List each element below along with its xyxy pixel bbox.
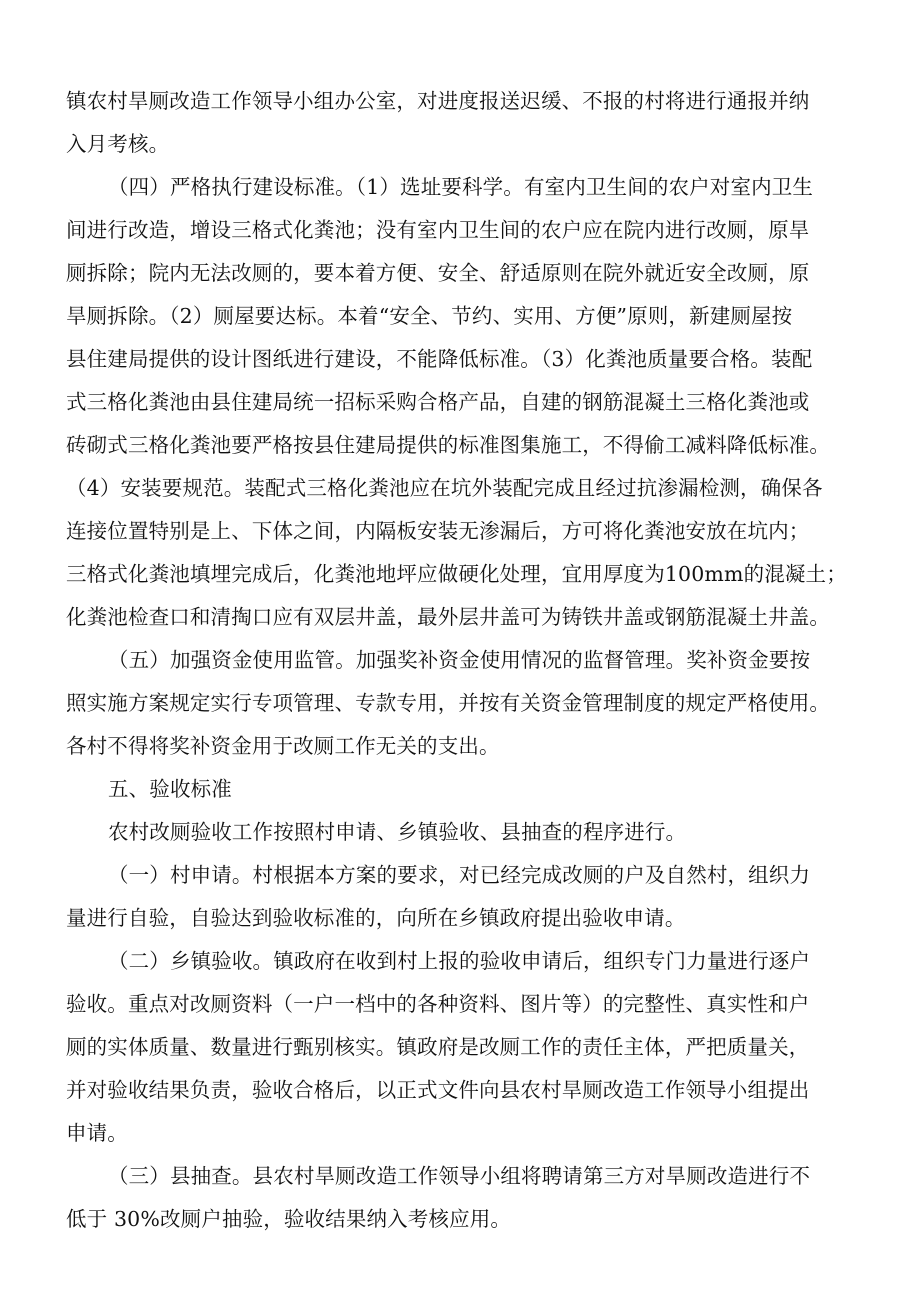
text-line: （二）乡镇验收。镇政府在收到村上报的验收申请后，组织专门力量进行逐户	[108, 949, 811, 973]
text-line: 三格式化粪池填埋完成后，化粪池地坪应做硬化处理，宜用厚度为100mm的混凝土；	[66, 562, 847, 586]
text-line: 照实施方案规定实行专项管理、专款专用，并按有关资金管理制度的规定严格使用。	[66, 691, 831, 715]
text-line: 低于 30%改厕户抽验，验收结果纳入考核应用。	[66, 1207, 512, 1231]
text-line: 验收。重点对改厕资料（一户一档中的各种资料、图片等）的完整性、真实性和户	[66, 992, 810, 1016]
text-line: 农村改厕验收工作按照村申请、乡镇验收、县抽查的程序进行。	[108, 820, 687, 844]
text-line: 式三格化粪池由县住建局统一招标采购合格产品，自建的钢筋混凝土三格化粪池或	[66, 390, 810, 414]
text-line: （五）加强资金使用监管。加强奖补资金使用情况的监督管理。奖补资金要按	[108, 648, 811, 672]
text-line: 各村不得将奖补资金用于改厕工作无关的支出。	[66, 734, 500, 758]
text-line: 连接位置特别是上、下体之间，内隔板安装无渗漏后，方可将化粪池安放在坑内；	[66, 519, 810, 543]
text-line: 申请。	[66, 1121, 128, 1145]
text-line: 县住建局提供的设计图纸进行建设，不能降低标准。（3）化粪池质量要合格。装配	[66, 347, 813, 371]
text-line: 厕拆除；院内无法改厕的，要本着方便、安全、舒适原则在院外就近安全改厕，原	[66, 261, 810, 285]
text-line: 量进行自验，自验达到验收标准的，向所在乡镇政府提出验收申请。	[66, 906, 686, 930]
text-line: （4）安装要规范。装配式三格化粪池应在坑外装配完成且经过抗渗漏检测，确保各	[66, 476, 823, 500]
text-line: 并对验收结果负责，验收合格后，以正式文件向县农村旱厕改造工作领导小组提出	[66, 1078, 810, 1102]
text-line: 镇农村旱厕改造工作领导小组办公室，对进度报送迟缓、不报的村将进行通报并纳	[66, 89, 810, 113]
text-line: 化粪池检查口和清掏口应有双层井盖，最外层井盖可为铸铁井盖或钢筋混凝土井盖。	[66, 605, 831, 629]
text-line: （三）县抽查。县农村旱厕改造工作领导小组将聘请第三方对旱厕改造进行不	[108, 1164, 811, 1188]
text-line: 入月考核。	[66, 132, 170, 156]
text-line: （四）严格执行建设标准。（1）选址要科学。有室内卫生间的农户对室内卫生	[108, 175, 814, 199]
section-heading: 五、验收标准	[108, 777, 232, 801]
text-line: 旱厕拆除。（2）厕屋要达标。本着“安全、节约、实用、方便”原则，新建厕屋按	[66, 304, 793, 328]
text-line: 间进行改造，增设三格式化粪池；没有室内卫生间的农户应在院内进行改厕，原旱	[66, 218, 810, 242]
text-line: 厕的实体质量、数量进行甄别核实。镇政府是改厕工作的责任主体，严把质量关，	[66, 1035, 810, 1059]
text-line: 砖砌式三格化粪池要严格按县住建局提供的标准图集施工，不得偷工减料降低标准。	[66, 433, 831, 457]
text-line: （一）村申请。村根据本方案的要求，对已经完成改厕的户及自然村，组织力	[108, 863, 811, 887]
